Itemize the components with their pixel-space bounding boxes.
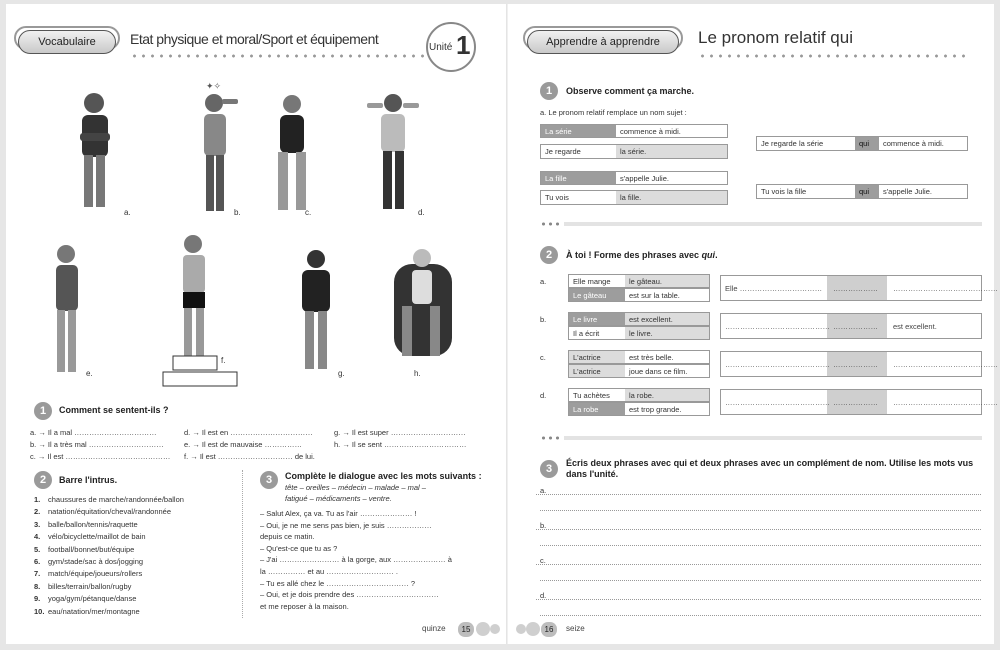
unite-label: Unité: [429, 42, 453, 53]
figure-label-g: g.: [338, 369, 345, 378]
answer-part-2: ………………: [833, 398, 878, 407]
result-rest: s'appelle Julie.: [883, 187, 932, 196]
exercise-3-number: 3: [260, 471, 278, 489]
result-rest: commence à midi.: [883, 139, 944, 148]
writing-line[interactable]: [536, 494, 981, 495]
source-sentence-1: [568, 312, 710, 326]
ex2-title-end: .: [715, 250, 718, 260]
clause-part: la robe.: [625, 389, 710, 401]
exercise-3-title-line1: Écris deux phrases avec qui et deux phrases avec un complément de nom. Utilise les mots vus: [566, 458, 974, 468]
clause-part: L'actrice: [569, 351, 625, 363]
source-sentence-1: [568, 350, 710, 364]
page-dot: [516, 624, 526, 634]
intrus-number: 7.: [34, 569, 41, 579]
right-page-title: Le pronom relatif qui: [698, 28, 853, 47]
dialogue-line[interactable]: et me reposer à la maison.: [260, 601, 349, 611]
intrus-number: 6.: [34, 557, 41, 566]
intrus-item[interactable]: balle/ballon/tennis/raquette: [48, 519, 138, 529]
intrus-item[interactable]: billes/terrain/ballon/rugby: [48, 581, 132, 591]
figure-label-d: d.: [418, 208, 425, 217]
intrus-number: 4.: [34, 532, 41, 542]
left-page: [6, 4, 506, 644]
figure-label-f: f.: [221, 356, 226, 365]
clause-part: La robe: [569, 403, 625, 415]
figure-label-e: e.: [86, 369, 93, 378]
intrus-number: 10.: [34, 606, 45, 616]
dialogue-line[interactable]: – Tu es allé chez le …………………………… ?: [260, 578, 416, 588]
ex1-item-d[interactable]: d. → Il est en ……………………………: [184, 428, 313, 437]
exercise-2-title: Barre l'intrus.: [59, 475, 118, 485]
section-dots: [540, 222, 560, 226]
svg-text:✦✧: ✦✧: [206, 81, 222, 91]
figure-b-headache: [188, 79, 248, 219]
row-letter: d.: [540, 391, 547, 400]
section-rule: [564, 436, 982, 440]
intrus-item[interactable]: vélo/bicyclette/maillot de bain: [48, 532, 146, 542]
clause-part: est très belle.: [629, 353, 674, 362]
ex1-sentence-b2: [540, 190, 728, 205]
page-number-right: 16: [541, 622, 557, 637]
intrus-item[interactable]: yoga/gym/pétanque/danse: [48, 594, 137, 604]
exercise-3-title: Complète le dialogue avec les mots suivants :: [285, 471, 482, 481]
exercise-1-number: 1: [540, 82, 558, 100]
clause-part: le gâteau.: [625, 275, 710, 287]
section-dots: [540, 436, 560, 440]
ex1-result-a: [756, 136, 968, 151]
object-box: la fille.: [616, 191, 728, 204]
dialogue-line[interactable]: depuis ce matin.: [260, 532, 315, 542]
right-page: [508, 4, 998, 644]
figure-label-a: a.: [124, 208, 131, 217]
dialogue-line[interactable]: – Qu'est-ce que tu as ?: [260, 543, 338, 553]
book-spread: [6, 4, 998, 644]
exercise-3-title-line2: dans l'unité.: [566, 469, 619, 479]
figure-h-relaxed-armchair: [384, 244, 464, 374]
answer-part-2: ………………: [833, 284, 878, 293]
exercise-3-number: 3: [540, 460, 558, 478]
clause-part: Le livre: [569, 313, 625, 325]
ex1-item-c[interactable]: c. → Il est ……………………………………: [30, 452, 171, 461]
exercise-1-number: 1: [34, 402, 52, 420]
header-dots: [698, 54, 968, 58]
writing-line[interactable]: [540, 510, 981, 511]
intrus-item[interactable]: natation/équitation/cheval/randonnée: [48, 507, 172, 517]
dialogue-line[interactable]: la …………… et au ……………………… .: [260, 567, 398, 576]
clause-part: le livre.: [625, 327, 710, 339]
exercise-3-words-line1: tête – oreilles – médecin – malade – mal –: [285, 483, 426, 492]
apprendre-tag: Apprendre à apprendre: [527, 30, 679, 54]
source-sentence-2: [568, 326, 710, 340]
exercise-3-words-line2: fatigué – médicaments – ventre.: [285, 494, 392, 503]
unite-badge: [426, 22, 476, 72]
answer-part-3: ……………………………………: [893, 398, 998, 407]
page-number-left: 15: [458, 622, 474, 637]
writing-line[interactable]: [536, 529, 981, 530]
writing-letter: b.: [540, 521, 547, 530]
figure-d-stressed: [361, 89, 426, 219]
answer-part-2: ………………: [833, 360, 878, 369]
clause-part: Elle mange: [573, 277, 611, 286]
answer-field[interactable]: [720, 275, 998, 301]
intrus-item[interactable]: chaussures de marche/randonnée/ballon: [48, 495, 184, 504]
ex1-item-h[interactable]: h. → Il se sent ……………………………: [334, 440, 467, 449]
page-dot: [490, 624, 500, 634]
clause-part: joue dans ce film.: [629, 367, 688, 376]
answer-part-3: ……………………………………: [893, 360, 998, 369]
writing-letter: a.: [540, 486, 547, 495]
intrus-number: 8.: [34, 581, 41, 591]
answer-part-1: ……………………………………: [725, 360, 830, 369]
writing-line[interactable]: [536, 599, 981, 600]
ex1-sentence-a2: [540, 144, 728, 159]
intrus-item[interactable]: football/bonnet/but/équipe: [48, 544, 135, 554]
intrus-number: 9.: [34, 594, 41, 604]
answer-part-1: Elle ……………………………: [725, 284, 823, 293]
verb-box: s'appelle Julie.: [620, 174, 669, 183]
writing-line[interactable]: [540, 545, 981, 546]
answer-part-1: ……………………………………: [725, 398, 830, 407]
object-box: la série.: [616, 145, 728, 158]
writing-letter: c.: [540, 556, 546, 565]
ex2-title-qui: qui: [701, 250, 716, 260]
vocab-tag: Vocabulaire: [18, 30, 116, 54]
answer-part-2: ………………: [833, 322, 878, 331]
main-clause-box: Tu vois: [545, 193, 569, 202]
exercise-1-intro: a. Le pronom relatif remplace un nom sujet :: [540, 108, 687, 117]
answer-part-1: ……………………………………: [725, 322, 830, 331]
figure-f-proud-podium: [161, 232, 241, 392]
source-sentence-2: [568, 364, 710, 378]
figure-c-tired: [264, 92, 324, 220]
exercise-1-title: Observe comment ça marche.: [566, 86, 695, 96]
clause-part: Tu achètes: [573, 391, 610, 400]
source-sentence-1: [568, 274, 710, 288]
page-word-left: quinze: [422, 624, 446, 633]
ex2-title-part: À toi ! Forme des phrases avec: [566, 250, 702, 260]
page-dot: [476, 622, 490, 636]
writing-line[interactable]: [540, 615, 981, 616]
exercise-1-title: Comment se sentent-ils ?: [59, 405, 169, 415]
clause-part: L'actrice: [569, 365, 625, 377]
writing-line[interactable]: [540, 580, 981, 581]
exercise-2-number: 2: [540, 246, 558, 264]
clause-part: est excellent.: [625, 313, 710, 325]
figure-label-c: c.: [305, 208, 312, 217]
answer-part-3: est excellent.: [893, 322, 937, 331]
intrus-number: 1.: [34, 495, 41, 504]
main-clause-box: Je regarde: [545, 147, 581, 156]
clause-part: Il a écrit: [573, 329, 600, 338]
exercise-2-number: 2: [34, 471, 52, 489]
row-letter: c.: [540, 353, 546, 362]
answer-field[interactable]: [720, 389, 998, 415]
page-word-right: seize: [566, 624, 585, 633]
intrus-number: 3.: [34, 519, 41, 529]
ex1-item-a[interactable]: a. → Il a mal ……………………………: [30, 428, 157, 437]
subject-box: La série: [541, 125, 616, 137]
exercise-2-title: [566, 250, 718, 260]
dialogue-line[interactable]: – Salut Alex, ça va. Tu as l'air ………………… !: [260, 509, 417, 518]
source-sentence-1: [568, 388, 710, 402]
clause-part: est sur la table.: [629, 291, 680, 300]
intrus-item[interactable]: eau/natation/mer/montagne: [48, 606, 140, 616]
intrus-number: 2.: [34, 507, 41, 517]
header-dots: [130, 54, 430, 58]
unite-number: 1: [456, 30, 471, 60]
ex1-sentence-b1: [540, 171, 728, 185]
answer-field[interactable]: [720, 313, 982, 339]
subject-box: La fille: [541, 172, 616, 184]
figure-a-stomach-ache: [66, 89, 126, 219]
page-dot: [526, 622, 540, 636]
dialogue-line[interactable]: – Oui, et je dois prendre des ……………………………: [260, 590, 439, 600]
row-letter: a.: [540, 277, 547, 286]
source-sentence-2: [568, 402, 710, 416]
intrus-number: 5.: [34, 544, 41, 554]
relative-pronoun: qui: [855, 137, 879, 150]
writing-line[interactable]: [536, 564, 981, 565]
dialogue-line[interactable]: – J'ai …………………… à la gorge, aux ………………… à: [260, 555, 452, 565]
ex1-item-e[interactable]: e. → Il est de mauvaise ……………: [184, 440, 302, 449]
answer-part-3: ……………………………………: [893, 284, 998, 293]
clause-part: Le gâteau: [569, 289, 625, 301]
verb-box: commence à midi.: [620, 127, 681, 136]
column-divider: [242, 470, 243, 618]
figure-label-b: b.: [234, 208, 241, 217]
figure-g-happy: [288, 247, 343, 377]
answer-field[interactable]: [720, 351, 998, 377]
dialogue-line[interactable]: – Oui, je ne me sens pas bien, je suis ………………: [260, 520, 432, 530]
source-sentence-2: [568, 288, 710, 302]
ex1-item-f[interactable]: f. → Il est ………………………… de lui.: [184, 452, 315, 461]
section-rule: [564, 222, 982, 226]
intrus-item[interactable]: match/équipe/joueurs/rollers: [48, 569, 143, 579]
ex1-result-b: [756, 184, 968, 199]
ex1-sentence-a1: [540, 124, 728, 138]
intrus-item[interactable]: gym/stade/sac à dos/jogging: [48, 557, 144, 566]
result-main: Tu vois la fille: [761, 187, 807, 196]
ex1-item-g[interactable]: g. → Il est super …………………………: [334, 428, 466, 437]
writing-letter: d.: [540, 591, 547, 600]
figure-e-bad-mood: [44, 244, 89, 379]
left-page-title: Etat physique et moral/Sport et équipement: [130, 31, 379, 47]
figure-label-h: h.: [414, 369, 421, 378]
row-letter: b.: [540, 315, 547, 324]
relative-pronoun: qui: [855, 185, 879, 198]
clause-part: est trop grande.: [629, 405, 682, 414]
result-main: Je regarde la série: [761, 139, 824, 148]
ex1-item-b[interactable]: b. → Il a très mal …………………………: [30, 440, 164, 449]
